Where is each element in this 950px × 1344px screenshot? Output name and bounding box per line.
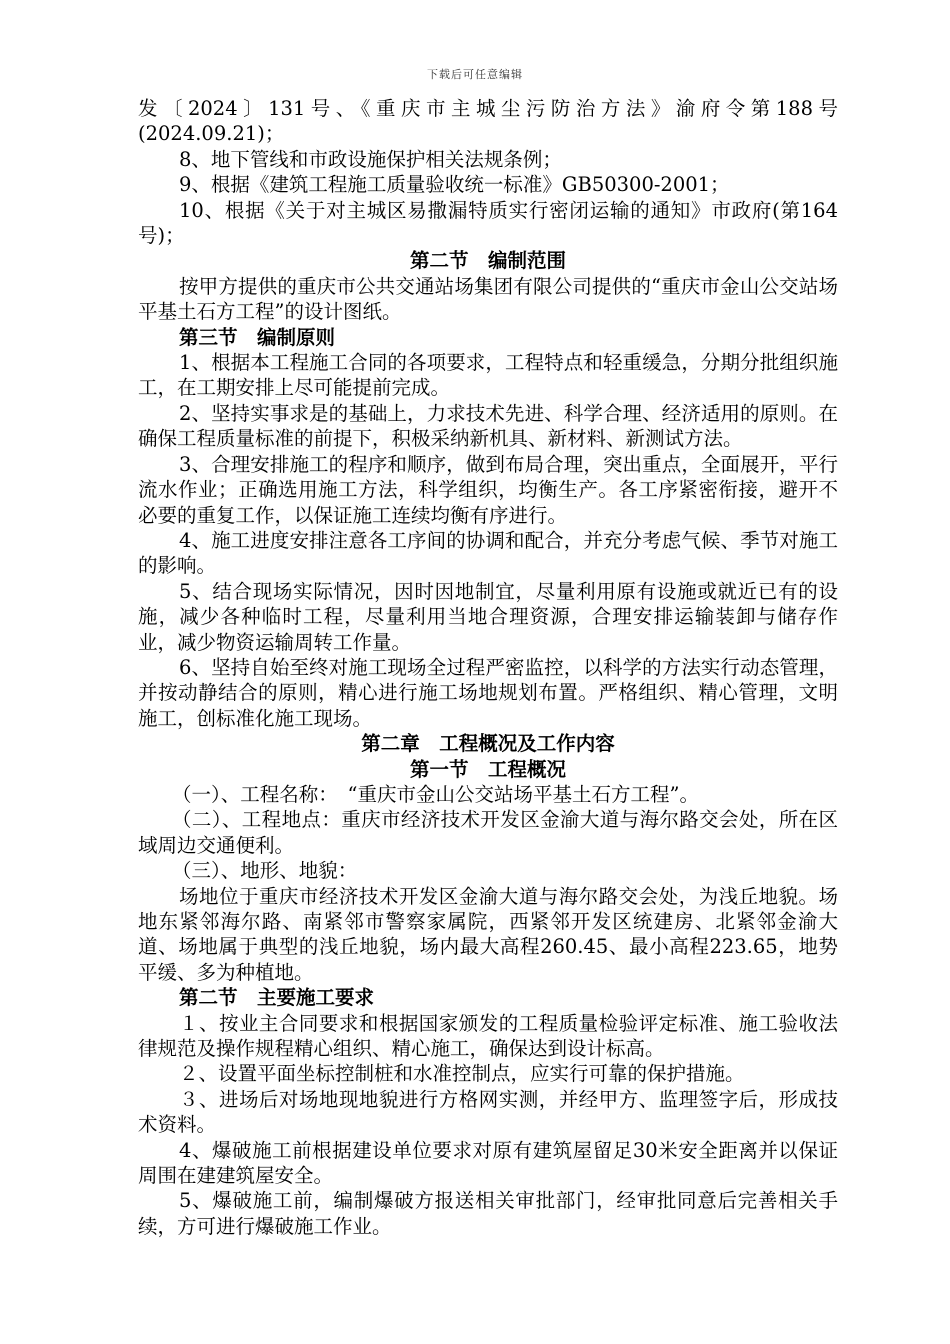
paragraph: （三）、地形、地貌： [172, 859, 358, 883]
paragraph: 发〔2024〕131号、《重庆市主城尘污防治方法》渝府令第188号(2024.09.21)； [138, 97, 838, 146]
page-header: 下载后可任意编辑 [427, 68, 523, 81]
paragraph: 8、地下管线和市政设施保护相关法规条例； [179, 147, 562, 171]
section-heading: 第二节 编制范围 [409, 249, 566, 273]
paragraph: 按甲方提供的重庆市公共交通站场集团有限公司提供的“重庆市金山公交站场平基土石方工程”的设计图纸。 [138, 274, 838, 324]
paragraph: 6、坚持自始至终对施工现场全过程严密监控，以科学的方法实行动态管理，并按动静结合的原则，精心进行施工场地规划布置。严格组织、精心管理，文明施工，创标准化施工现场。 [138, 655, 838, 730]
paragraph: 10、根据《关于对主城区易撒漏特质实行密闭运输的通知》市政府(第164号)； [138, 198, 838, 248]
paragraph: 4、爆破施工前根据建设单位要求对原有建筑屋留足30米安全距离并以保证周围在建建筑屋安全。 [138, 1138, 838, 1188]
paragraph: ３、进场后对场地现地貌进行方格网实测，并经甲方、监理签字后，形成技术资料。 [138, 1087, 838, 1137]
paragraph: 3、合理安排施工的程序和顺序，做到布局合理，突出重点，全面展开，平行流水作业；正确选用施工方法，科学组织，均衡生产。各工序紧密衔接，避开不必要的重复工作，以保证施工连续均衡有序进行。 [138, 452, 838, 527]
section-heading: 第二节 主要施工要求 [179, 986, 375, 1010]
chapter-heading: 第二章 工程概况及工作内容 [361, 732, 615, 756]
section-heading: 第一节 工程概况 [409, 757, 566, 781]
paragraph: 1、根据本工程施工合同的各项要求，工程特点和轻重缓急，分期分批组织施工，在工期安排上尽可能提前完成。 [138, 351, 838, 400]
document-body [138, 96, 838, 1239]
section-heading: 第三节 编制原则 [179, 325, 336, 349]
paragraph: （一）、工程名称： “重庆市金山公交站场平基土石方工程”。 [172, 782, 699, 806]
paragraph: 5、爆破施工前，编制爆破方报送相关审批部门，经审批同意后完善相关手续，方可进行爆破施工作业。 [138, 1189, 838, 1238]
paragraph: 9、根据《建筑工程施工质量验收统一标准》GB50300-2001； [179, 173, 730, 197]
paragraph: ２、设置平面坐标控制桩和水准控制点，应实行可靠的保护措施。 [179, 1062, 745, 1086]
paragraph: 2、坚持实事求是的基础上，力求技术先进、科学合理、经济适用的原则。在确保工程质量标准的前提下，积极采纳新机具、新材料、新测试方法。 [138, 401, 838, 451]
paragraph: 5、结合现场实际情况，因时因地制宜，尽量利用原有设施或就近已有的设施，减少各种临时工程，尽量利用当地合理资源，合理安排运输装卸与储存作业，减少物资运输周转工作量。 [138, 579, 838, 654]
paragraph: 场地位于重庆市经济技术开发区金渝大道与海尔路交会处，为浅丘地貌。场地东紧邻海尔路、南紧邻市警察家属院，西紧邻开发区统建房、北紧邻金渝大道、场地属于典型的浅丘地貌，场内最大高程260.45、最小高程223.65，地势平缓、多为种植地。 [138, 884, 838, 984]
paragraph: 4、施工进度安排注意各工序间的协调和配合，并充分考虑气候、季节对施工的影响。 [138, 528, 838, 578]
paragraph: （二）、工程地点：重庆市经济技术开发区金渝大道与海尔路交会处，所在区域周边交通便利。 [138, 808, 838, 857]
paragraph: １、按业主合同要求和根据国家颁发的工程质量检验评定标准、施工验收法律规范及操作规程精心组织、精心施工，确保达到设计标高。 [138, 1011, 838, 1061]
